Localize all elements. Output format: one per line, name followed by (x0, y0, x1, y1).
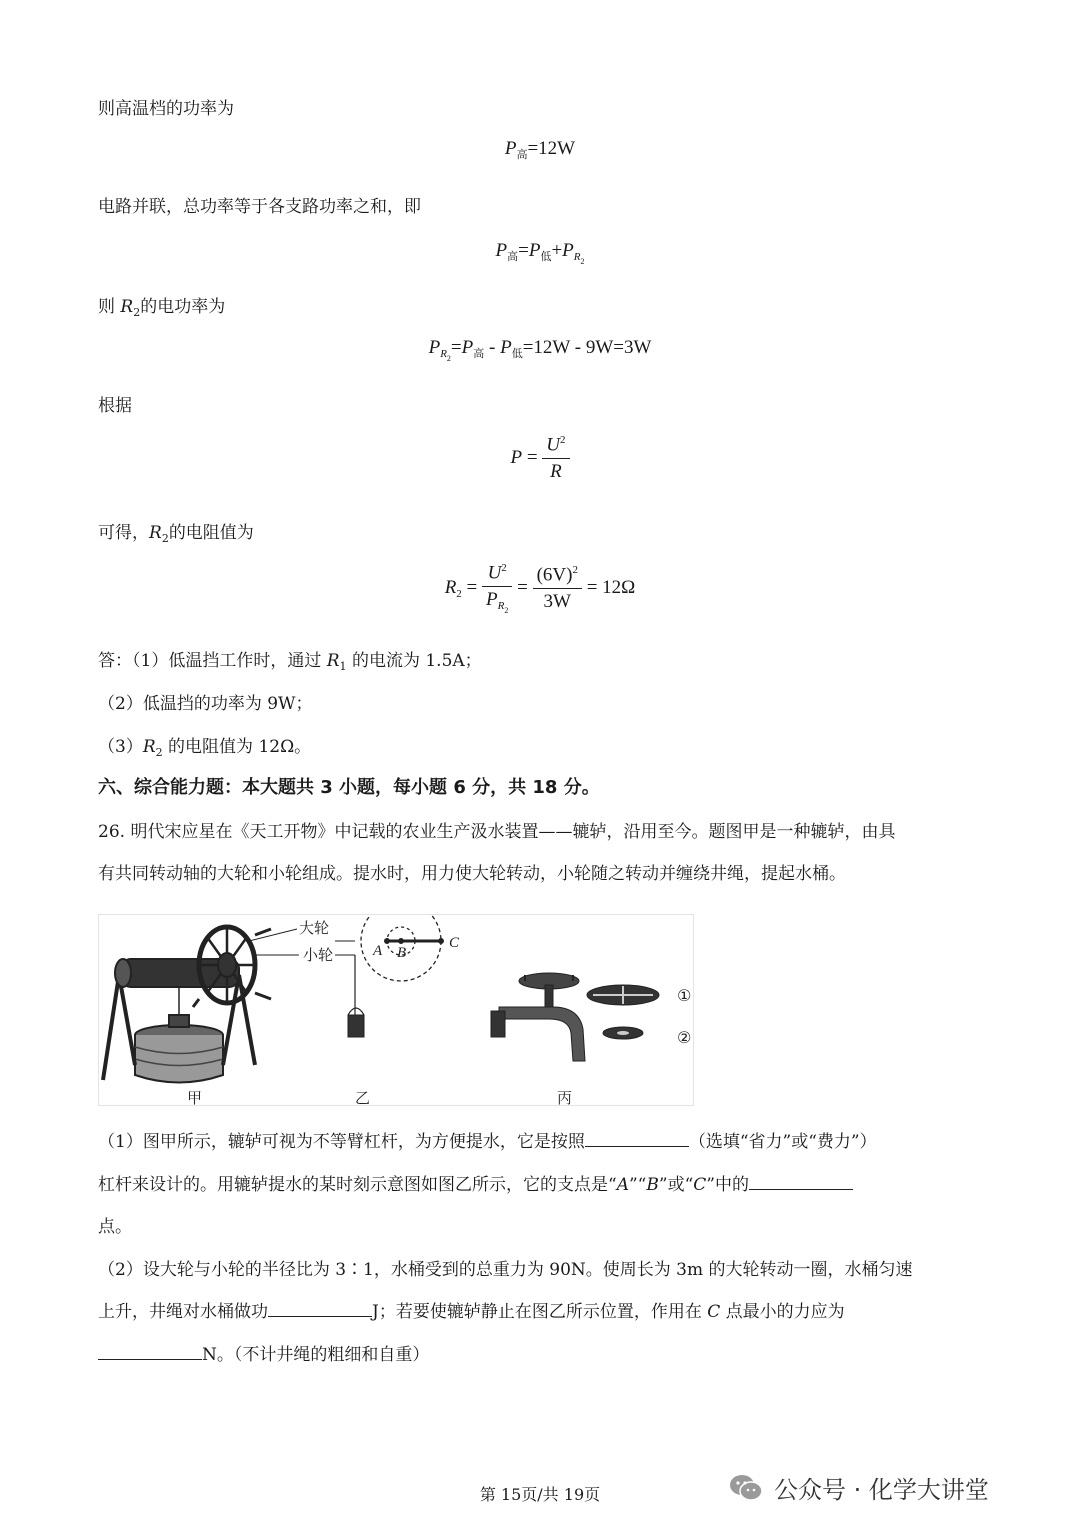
equation-power-sum: $P_高=P_低+P_{R_2}$ (495, 240, 585, 266)
figure-windlass (98, 914, 694, 1106)
windlass-illustration (103, 927, 299, 1083)
text-line: 电路并联，总功率等于各支路功率之和，即 (98, 197, 421, 217)
answer-blank[interactable] (749, 1175, 853, 1190)
wechat-icon (728, 1473, 764, 1503)
equation-p-u2-r: P = $\frac{U^2}{R}$ (0, 434, 1080, 483)
mark-1: ① (677, 986, 692, 1005)
equation-r2: $R_2$ = $\frac{U^2}{P_{R_2}}$ = $\frac{(6V)^2}{3W}$ = 12Ω (444, 562, 636, 616)
part-2-line-1: （2）设大轮与小轮的半径比为 3∶1，水桶受到的总重力为 90N。使周长为 3m 的大轮转动一圈，水桶匀速 (98, 1260, 913, 1280)
text-line: 可得，$R_2$的电阻值为 (98, 523, 254, 545)
answer-blank[interactable] (268, 1302, 372, 1317)
answer-line-1: 答：（1）低温挡工作时，通过 $R_1$ 的电流为 1.5A； (98, 651, 482, 673)
section-heading: 六、综合能力题：本大题共 3 小题，每小题 6 分，共 18 分。 (98, 777, 600, 798)
watermark: 公众号 · 化学大讲堂 (728, 1470, 989, 1505)
answer-blank[interactable] (98, 1345, 202, 1360)
label-small-wheel: 小轮 (303, 946, 334, 964)
part-2-line-3: N。（不计井绳的粗细和自重） (98, 1340, 429, 1365)
equation-pr2: $P_{R_2}=P_高 - P_低=12W - 9W=3W$ (428, 337, 652, 363)
schematic-diagram (335, 915, 444, 1037)
faucet-illustration (491, 973, 659, 1061)
question-26-line-1: 26. 明代宋应星在《天工开物》中记载的农业生产汲水装置——辘轳，沿用至今。题图甲是一种辘轳，由具 (98, 822, 896, 842)
text-line: 则高温档的功率为 (98, 99, 234, 119)
label-big-wheel: 大轮 (299, 919, 330, 937)
caption-bing: 丙 (557, 1089, 573, 1105)
text-line: 根据 (98, 396, 132, 416)
point-c: C (449, 935, 460, 951)
text-line: 则 $R_2$的电功率为 (98, 297, 226, 319)
part-1-line-1: （1）图甲所示，辘轳可视为不等臂杠杆，为方便提水，它是按照 （选填“省力”或“费力”） (98, 1132, 877, 1152)
point-b: B (397, 945, 407, 961)
answer-line-2: （2）低温挡的功率为 9W； (98, 694, 313, 714)
caption-jia: 甲 (187, 1089, 203, 1105)
answer-blank[interactable] (585, 1132, 689, 1147)
part-1-line-3: 点。 (98, 1217, 132, 1237)
mark-2: ② (677, 1028, 692, 1047)
page-footer: 第 15页/共 19页 (479, 1485, 601, 1504)
part-2-line-2: 上升，井绳对水桶做功 J；若要使辘轳静止在图乙所示位置，作用在 C 点最小的力应为 (98, 1302, 845, 1322)
answer-line-3: $(3)R_2$ 的电阻值为 12Ω。 (98, 737, 312, 759)
question-26-line-2: 有共同转动轴的大轮和小轮组成。提水时，用力使大轮转动，小轮随之转动并缠绕井绳，提起水桶。 (98, 864, 846, 884)
point-a: A (373, 943, 383, 959)
equation-p-high: $P_高=12W$ (504, 138, 576, 161)
caption-yi: 乙 (355, 1089, 371, 1105)
part-1-line-2: 杠杆来设计的。用辘轳提水的某时刻示意图如图乙所示，它的支点是“A”“B”或“C”中的 (98, 1170, 853, 1195)
